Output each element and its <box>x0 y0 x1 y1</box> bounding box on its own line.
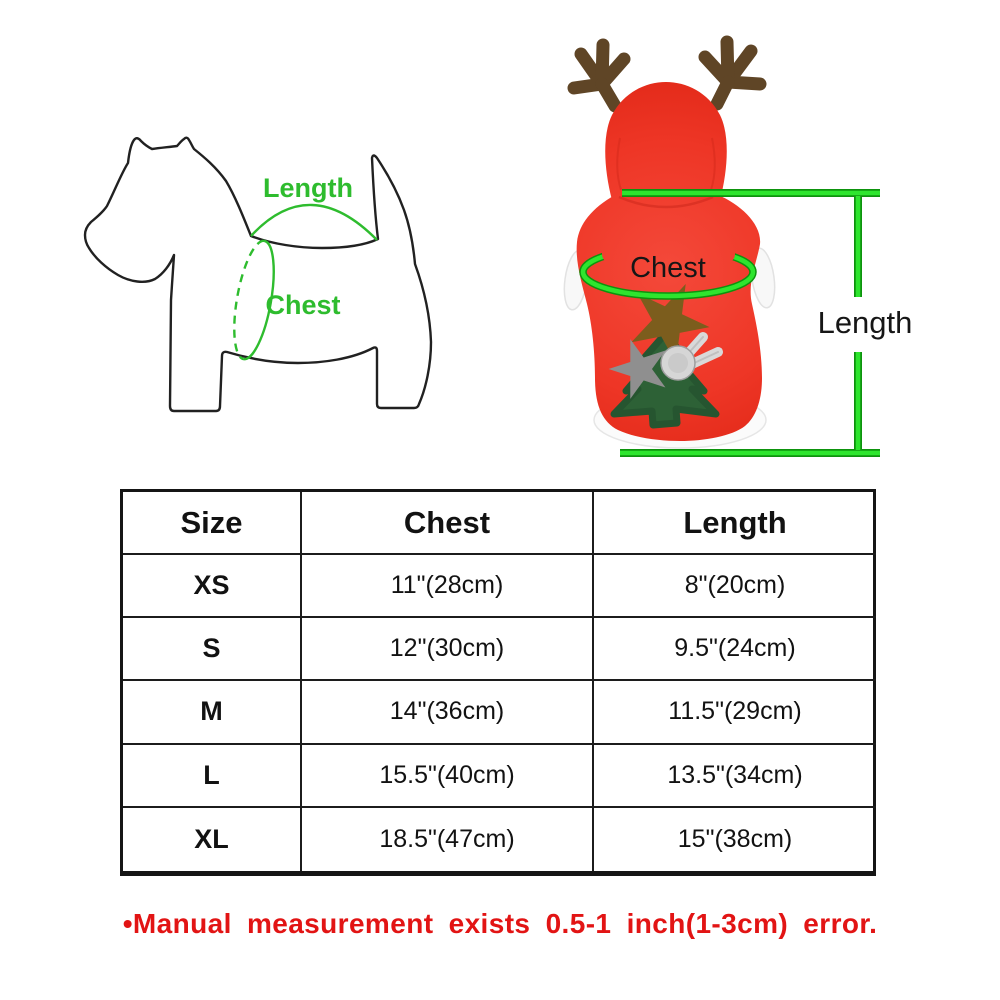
measurement-error-note <box>0 908 1000 940</box>
table-cell-chest: 12"(30cm) <box>302 618 594 681</box>
table-cell-length: 13.5"(34cm) <box>594 745 876 808</box>
note-bullet: • <box>122 908 133 939</box>
size-table <box>120 489 876 876</box>
garment-length-label: Length <box>817 305 913 340</box>
antler-right-icon <box>705 42 760 104</box>
table-cell-chest: 18.5"(47cm) <box>302 808 594 871</box>
dog-length-arc <box>251 205 377 240</box>
table-cell-size: XL <box>123 808 302 871</box>
costume-hood <box>605 82 727 200</box>
table-cell-length: 11.5"(29cm) <box>594 681 876 744</box>
table-cell-chest: 15.5"(40cm) <box>302 745 594 808</box>
dog-chest-label: Chest <box>265 290 341 320</box>
table-cell-chest: 14"(36cm) <box>302 681 594 744</box>
table-cell-length: 8"(20cm) <box>594 555 876 618</box>
dog-measure-diagram <box>60 100 480 440</box>
table-cell-chest: 11"(28cm) <box>302 555 594 618</box>
garment-chest-label: Chest <box>630 252 706 284</box>
size-table-header-size: Size <box>123 492 302 555</box>
note-text: Manual measurement exists 0.5-1 inch(1-3cm) error. <box>132 908 878 939</box>
table-cell-size: S <box>123 618 302 681</box>
dog-outline-illustration <box>85 138 431 411</box>
table-cell-size: M <box>123 681 302 744</box>
dog-length-label: Length <box>263 173 353 203</box>
size-table-header-length: Length <box>594 492 876 555</box>
garment-measure-diagram <box>540 20 980 480</box>
antler-left-icon <box>574 45 624 106</box>
size-table-header-chest: Chest <box>302 492 594 555</box>
table-cell-size: L <box>123 745 302 808</box>
table-cell-length: 9.5"(24cm) <box>594 618 876 681</box>
table-cell-size: XS <box>123 555 302 618</box>
table-cell-length: 15"(38cm) <box>677 824 793 853</box>
